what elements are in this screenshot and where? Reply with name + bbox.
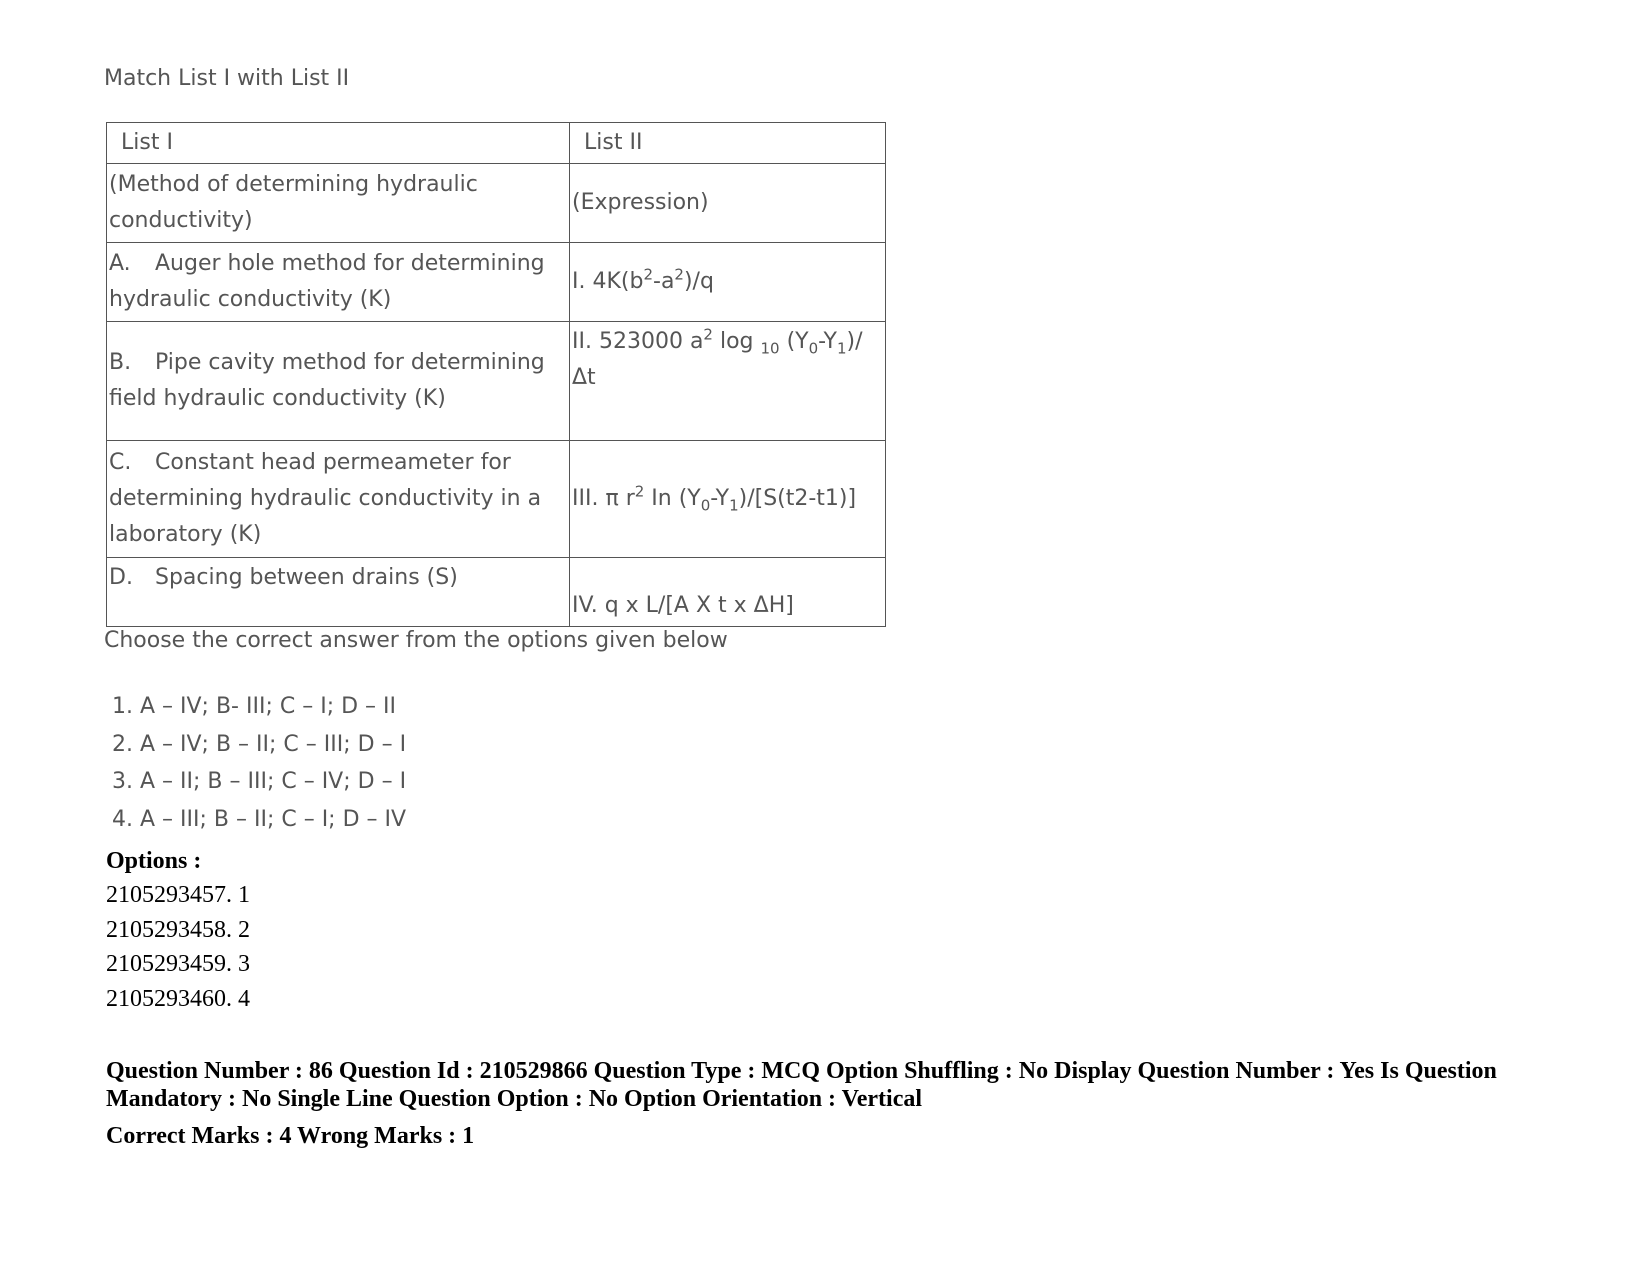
table-row [107, 441, 886, 558]
option-item-4: 2105293460. 4 [106, 985, 250, 1012]
list-i-subheader: (Method of determining hydraulic conductivity) [107, 164, 570, 243]
answer-choice-2: 2. A – IV; B – II; C – III; D – I [112, 731, 407, 757]
answer-choices [112, 688, 406, 838]
list-ii-item-iv: IV. q x L/[A X t x ΔH] [570, 558, 886, 627]
table-subheader-row [107, 164, 886, 243]
list-i-header: List I [107, 123, 570, 164]
list-i-item-a: A. Auger hole method for determining hydraulic conductivity (K) [107, 243, 570, 322]
list-i-item-c: C. Constant head permeameter for determining hydraulic conductivity in a laboratory (K) [107, 441, 570, 558]
question-meta: Question Number : 86 Question Id : 210529866 Question Type : MCQ Option Shuffling : No Display Question Number : Yes Is Question Mandatory : No Single Line Question Option : No Option Orientation : Vertical [106, 1058, 1497, 1112]
expr-iii: III. π $r^2$ In $(Y_0-Y_1)/[S(t2-t1)]$ [572, 482, 857, 515]
marks-info: Correct Marks : 4 Wrong Marks : 1 [106, 1123, 475, 1149]
option-item-2: 2105293458. 2 [106, 916, 250, 943]
choose-instruction: Choose the correct answer from the options given below [104, 628, 728, 653]
options-label: Options : [106, 848, 202, 874]
table-row [107, 558, 886, 627]
list-ii-subheader: (Expression) [570, 164, 886, 243]
option-item-1: 2105293457. 1 [106, 882, 250, 908]
list-ii-header: List II [570, 123, 886, 164]
table-row [107, 322, 886, 441]
expr-ii: II. 523000 $a^2$ log $_{10}$ $(Y_0-Y_1)/\Delta t$ [572, 325, 863, 390]
list-i-item-b: B. Pipe cavity method for determining field hydraulic conductivity (K) [107, 322, 570, 441]
table-row [107, 243, 886, 322]
answer-choice-1: 1. A – IV; B- III; C – I; D – II [112, 694, 397, 719]
list-ii-item-i [570, 243, 886, 322]
expr-i: I. $4K(b^2-a^2)/q$ [572, 265, 714, 294]
list-ii-item-iii [570, 441, 886, 558]
question-intro: Match List I with List II [104, 66, 350, 91]
match-table [106, 122, 886, 627]
options-list [106, 878, 250, 1016]
answer-choice-4: 4. A – III; B – II; C – I; D – IV [112, 806, 407, 832]
list-i-item-d: D. Spacing between drains (S) [107, 558, 570, 627]
list-ii-item-ii [570, 322, 886, 441]
table-header-row [107, 123, 886, 164]
option-item-3: 2105293459. 3 [106, 951, 250, 977]
answer-choice-3: 3. A – II; B – III; C – IV; D – I [112, 769, 407, 794]
